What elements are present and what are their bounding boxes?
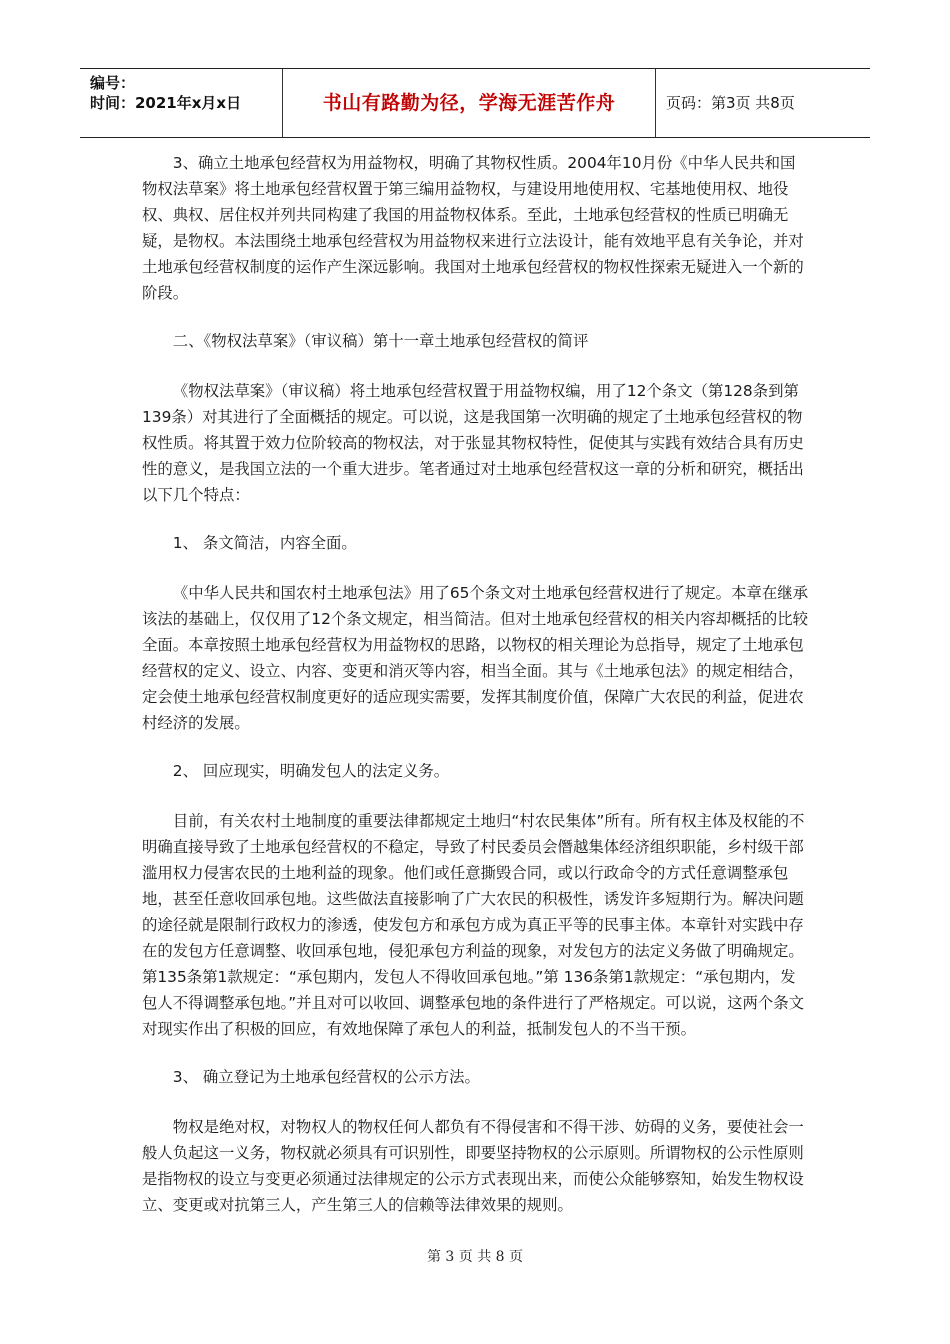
section-heading-review: 二、《物权法草案》（审议稿）第十一章土地承包经营权的简评 — [172, 332, 589, 350]
paragraph-property-nature: 3、确立土地承包经营权为用益物权，明确了其物权性质。2004年10月份《中华人民共和国物权法草案》将土地承包经营权置于第三编用益物权，与建设用地使用权、宅基地使用权、地役权、典权、居住权并列共同构建了我国的用益物权体系。至此，土地承包经营权的性质已明确无疑，是物权。本法围绕土地承包经营权为用益物权来进行立法设计，能有效地平息有关争论，并对土地承包经营权制度的运作产生深远影响。我国对土地承包经营权的物权性探索无疑进入一个新的阶段。 — [142, 154, 804, 302]
paragraph-point-2: 目前，有关农村土地制度的重要法律都规定土地归“村农民集体”所有。所有权主体及权能的不明确直接导致了土地承包经营权的不稳定，导致了村民委员会僭越集体经济组织职能，乡村级干部滥用权力侵害农民的土地利益的现象。他们或任意撕毁合同，或以行政命令的方式任意调整承包地，甚至任意收回承包地。这些做法直接影响了广大农民的积极性，诱发许多短期行为。解决问题的途径就是限制行政权力的渗透，使发包方和承包方成为真正平等的民事主体。本章针对实践中存在的发包方任意调整、收回承包地，侵犯承包方利益的现象，对发包方的法定义务做了明确规定。第135条第1款规定：“承包期内，发包人不得收回承包地。”第 136条第1款规定：“承包期内，发包人不得调整承包地。”并且对可以收回、调整承包地的条件进行了严格规定。可以说，这两个条文对现实作出了积极的回应，有效地保障了承包人的利益，抵制发包人的不当干预。 — [142, 812, 805, 1038]
page-header — [80, 68, 870, 138]
point-heading-3: 3、 确立登记为土地承包经营权的公示方法。 — [172, 1068, 480, 1086]
page-footer: 第 3 页 共 8 页 — [426, 1249, 524, 1265]
paragraph-point-3: 物权是绝对权，对物权人的物权任何人都负有不得侵害和不得干涉、妨碍的义务，要使社会一般人负起这一义务，物权就必须具有可识别性，即要坚持物权的公示原则。所谓物权的公示性原则是指物权的设立与变更必须通过法律规定的公示方式表现出来，而使公众能够察知，始发生物权设立、变更或对抗第三人，产生第三人的信赖等法律效果的规则。 — [142, 1118, 804, 1214]
header-page-code: 页码：第3页 共8页 — [666, 94, 795, 112]
point-heading-1: 1、 条文简洁，内容全面。 — [172, 534, 357, 552]
document-number-label: 编号： — [90, 74, 136, 92]
header-meta — [80, 69, 282, 137]
header-divider-right — [655, 69, 656, 137]
paragraph-review-intro: 《物权法草案》（审议稿）将土地承包经营权置于用益物权编，用了12个条文（第128条到第139条）对其进行了全面概括的规定。可以说，这是我国第一次明确的规定了土地承包经营权的物权性质。将其置于效力位阶较高的物权法，对于张显其物权特性，促使其与实践有效结合具有历史性的意义，是我国立法的一个重大进步。笔者通过对土地承包经营权这一章的分析和研究，概括出以下几个特点： — [142, 382, 804, 504]
document-time-label: 时间：2021年x月x日 — [90, 94, 242, 112]
document-body — [142, 150, 810, 1240]
point-heading-2: 2、 回应现实，明确发包人的法定义务。 — [172, 762, 450, 780]
paragraph-point-1: 《中华人民共和国农村土地承包法》用了65个条文对土地承包经营权进行了规定。本章在继承该法的基础上，仅仅用了12个条文规定，相当简洁。但对土地承包经营权的相关内容却概括的比较全面。本章按照土地承包经营权为用益物权的思路，以物权的相关理论为总指导，规定了土地承包经营权的定义、设立、内容、变更和消灭等内容，相当全面。其与《土地承包法》的规定相结合，定会使土地承包经营权制度更好的适应现实需要，发挥其制度价值，保障广大农民的利益，促进农村经济的发展。 — [142, 584, 809, 732]
header-motto: 书山有路勤为径，学海无涯苦作舟 — [322, 92, 616, 114]
